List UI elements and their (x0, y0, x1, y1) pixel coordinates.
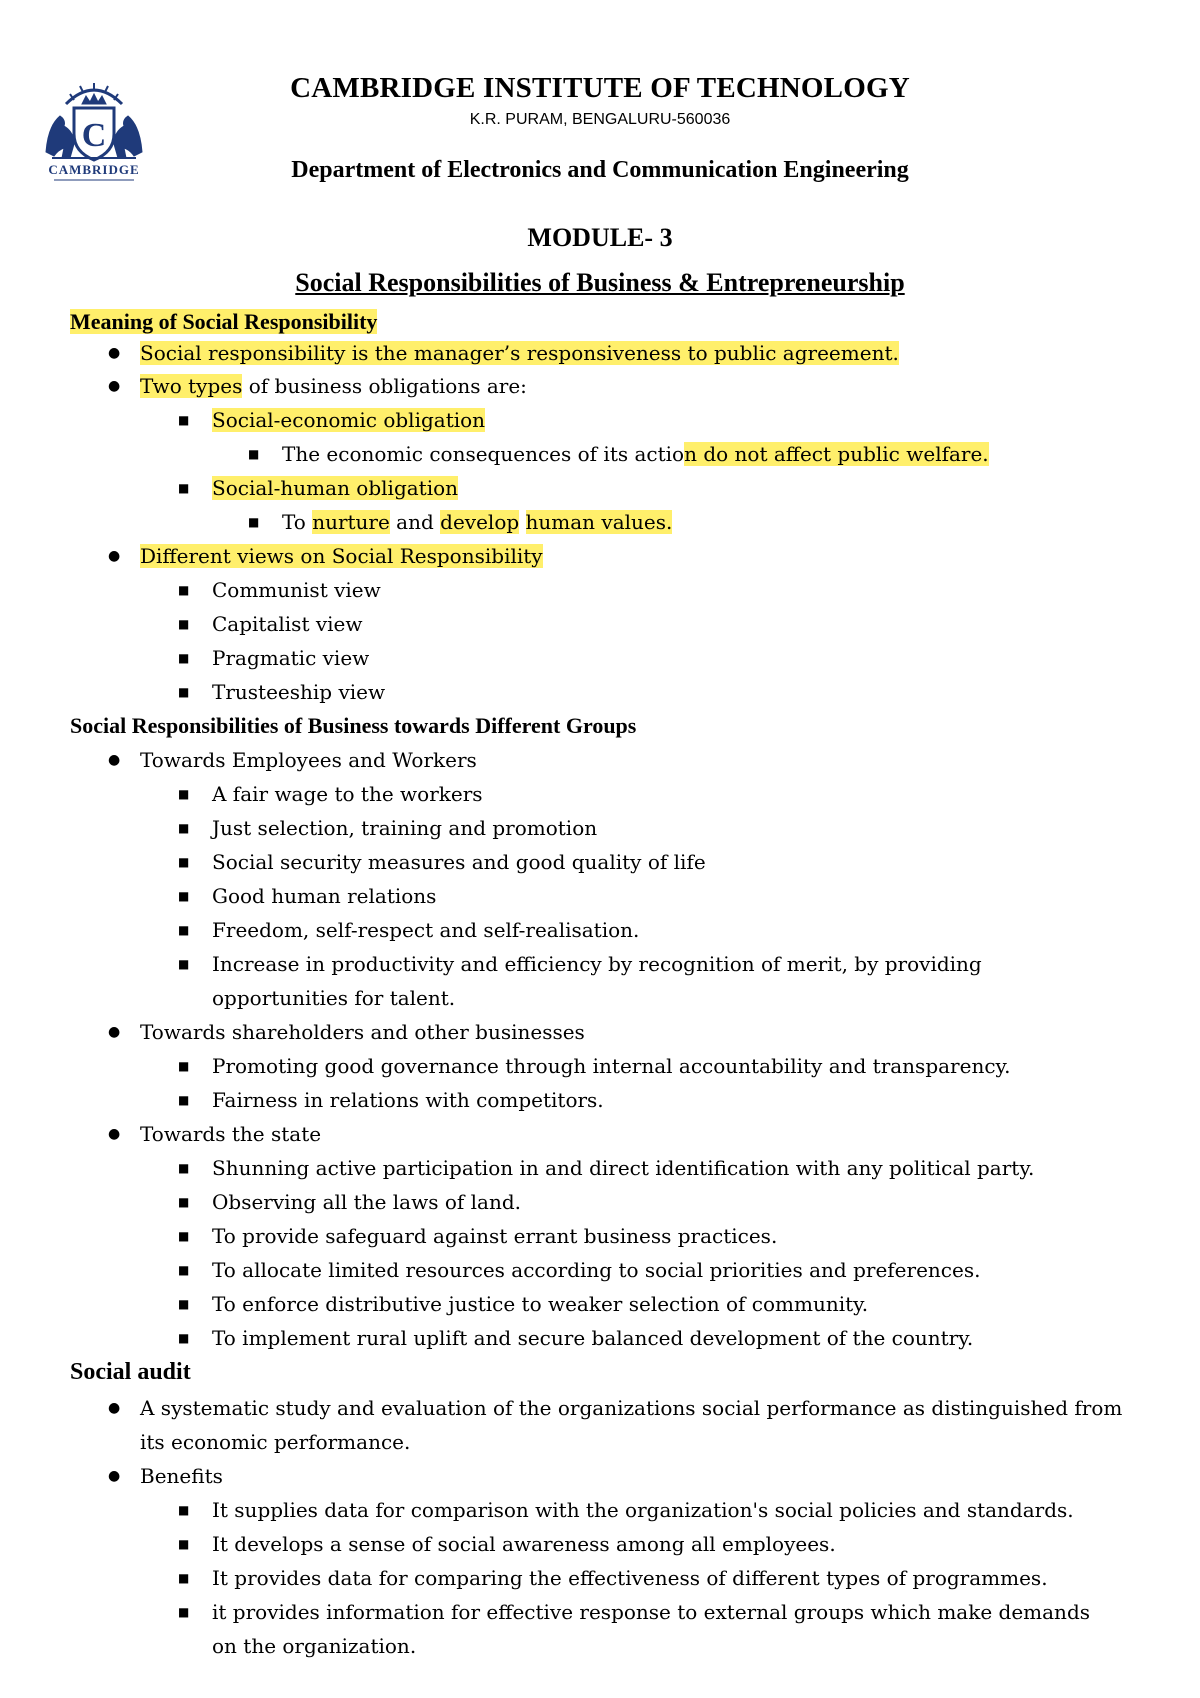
list-item: It develops a sense of social awareness among all employees. (212, 1532, 836, 1556)
bullet-square-icon: ■ (248, 515, 260, 529)
bullet-square-icon: ■ (248, 447, 260, 461)
list-item: Social-human obligation (212, 476, 459, 500)
svg-text:C: C (81, 117, 107, 154)
list-item: To implement rural uplift and secure balanced development of the country. (212, 1326, 974, 1350)
list-item: Observing all the laws of land. (212, 1190, 522, 1214)
list-item: A fair wage to the workers (212, 782, 483, 806)
list-item: Towards the state (140, 1122, 322, 1146)
bullet-square-icon: ■ (178, 1161, 190, 1175)
module-title: Social Responsibilities of Business & Entrepreneurship (295, 268, 905, 297)
bullet-circle-icon: ● (108, 548, 121, 564)
bullet-circle-icon: ● (108, 345, 121, 361)
list-item: To allocate limited resources according to social priorities and preferences. (212, 1258, 981, 1282)
institute-address: K.R. PURAM, BENGALURU-560036 (469, 111, 731, 128)
bullet-square-icon: ■ (178, 787, 190, 801)
bullet-circle-icon: ● (108, 752, 121, 768)
svg-text:CAMBRIDGE: CAMBRIDGE (48, 162, 140, 177)
module-number: MODULE- 3 (527, 223, 673, 252)
bullet-square-icon: ■ (178, 1331, 190, 1345)
list-item: It supplies data for comparison with the organization's social policies and standards. (212, 1498, 1074, 1522)
list-item: it provides information for effective response to external groups which make demands (212, 1600, 1091, 1624)
bullet-square-icon: ■ (178, 651, 190, 665)
list-item: Freedom, self-respect and self-realisation. (212, 918, 640, 942)
list-item: Fairness in relations with competitors. (212, 1088, 604, 1112)
list-item: Capitalist view (212, 612, 363, 636)
list-item: To provide safeguard against errant business practices. (212, 1224, 778, 1248)
list-item: Trusteeship view (212, 680, 386, 704)
bullet-circle-icon: ● (108, 1126, 121, 1142)
bullet-square-icon: ■ (178, 923, 190, 937)
bullet-square-icon: ■ (178, 583, 190, 597)
bullet-circle-icon: ● (108, 378, 121, 394)
bullet-circle-icon: ● (108, 1400, 121, 1416)
bullet-square-icon: ■ (178, 1059, 190, 1073)
bullet-square-icon: ■ (178, 1229, 190, 1243)
section-heading-meaning: Meaning of Social Responsibility (70, 309, 378, 334)
list-item: To nurture and develop human values. (282, 510, 673, 534)
bullet-square-icon: ■ (178, 617, 190, 631)
bullet-square-icon: ■ (178, 957, 190, 971)
list-item-continuation: on the organization. (212, 1634, 417, 1658)
list-item: Towards shareholders and other businesses (140, 1020, 585, 1044)
list-item: Communist view (212, 578, 381, 602)
list-item-continuation: opportunities for talent. (212, 986, 456, 1010)
bullet-square-icon: ■ (178, 1263, 190, 1277)
list-item: Social responsibility is the manager’s responsiveness to public agreement. (140, 341, 899, 365)
section-heading-social-audit: Social audit (70, 1359, 191, 1385)
bullet-square-icon: ■ (178, 1571, 190, 1585)
list-item: Social-economic obligation (212, 408, 486, 432)
list-item: Social security measures and good quality of life (212, 850, 706, 874)
list-item: Different views on Social Responsibility (140, 544, 543, 568)
section-heading-groups: Social Responsibilities of Business towards Different Groups (70, 713, 637, 738)
list-item: Towards Employees and Workers (140, 748, 477, 772)
list-item: Benefits (140, 1464, 223, 1488)
bullet-square-icon: ■ (178, 1195, 190, 1209)
bullet-square-icon: ■ (178, 1605, 190, 1619)
bullet-square-icon: ■ (178, 855, 190, 869)
bullet-square-icon: ■ (178, 685, 190, 699)
bullet-square-icon: ■ (178, 481, 190, 495)
department-name: Department of Electronics and Communication Engineering (291, 157, 909, 183)
bullet-square-icon: ■ (178, 1297, 190, 1311)
bullet-square-icon: ■ (178, 413, 190, 427)
list-item: It provides data for comparing the effectiveness of different types of programmes. (212, 1566, 1048, 1590)
bullet-square-icon: ■ (178, 1537, 190, 1551)
list-item: The economic consequences of its action do not affect public welfare. (282, 442, 989, 466)
list-item: Just selection, training and promotion (212, 816, 598, 840)
bullet-square-icon: ■ (178, 889, 190, 903)
bullet-circle-icon: ● (108, 1468, 121, 1484)
list-item: Two types of business obligations are: (140, 374, 527, 398)
institute-name: CAMBRIDGE INSTITUTE OF TECHNOLOGY (290, 72, 910, 104)
list-item: To enforce distributive justice to weaker selection of community. (212, 1292, 869, 1316)
bullet-square-icon: ■ (178, 1503, 190, 1517)
list-item: Promoting good governance through internal accountability and transparency. (212, 1054, 1011, 1078)
bullet-square-icon: ■ (178, 821, 190, 835)
list-item: A systematic study and evaluation of the organizations social performance as distinguished from (140, 1396, 1123, 1420)
list-item: Increase in productivity and efficiency by recognition of merit, by providing (212, 952, 982, 976)
list-item: Good human relations (212, 884, 437, 908)
bullet-square-icon: ■ (178, 1093, 190, 1107)
bullet-circle-icon: ● (108, 1024, 121, 1040)
list-item: Shunning active participation in and direct identification with any political party. (212, 1156, 1035, 1180)
list-item: Pragmatic view (212, 646, 370, 670)
list-item-continuation: its economic performance. (140, 1430, 411, 1454)
